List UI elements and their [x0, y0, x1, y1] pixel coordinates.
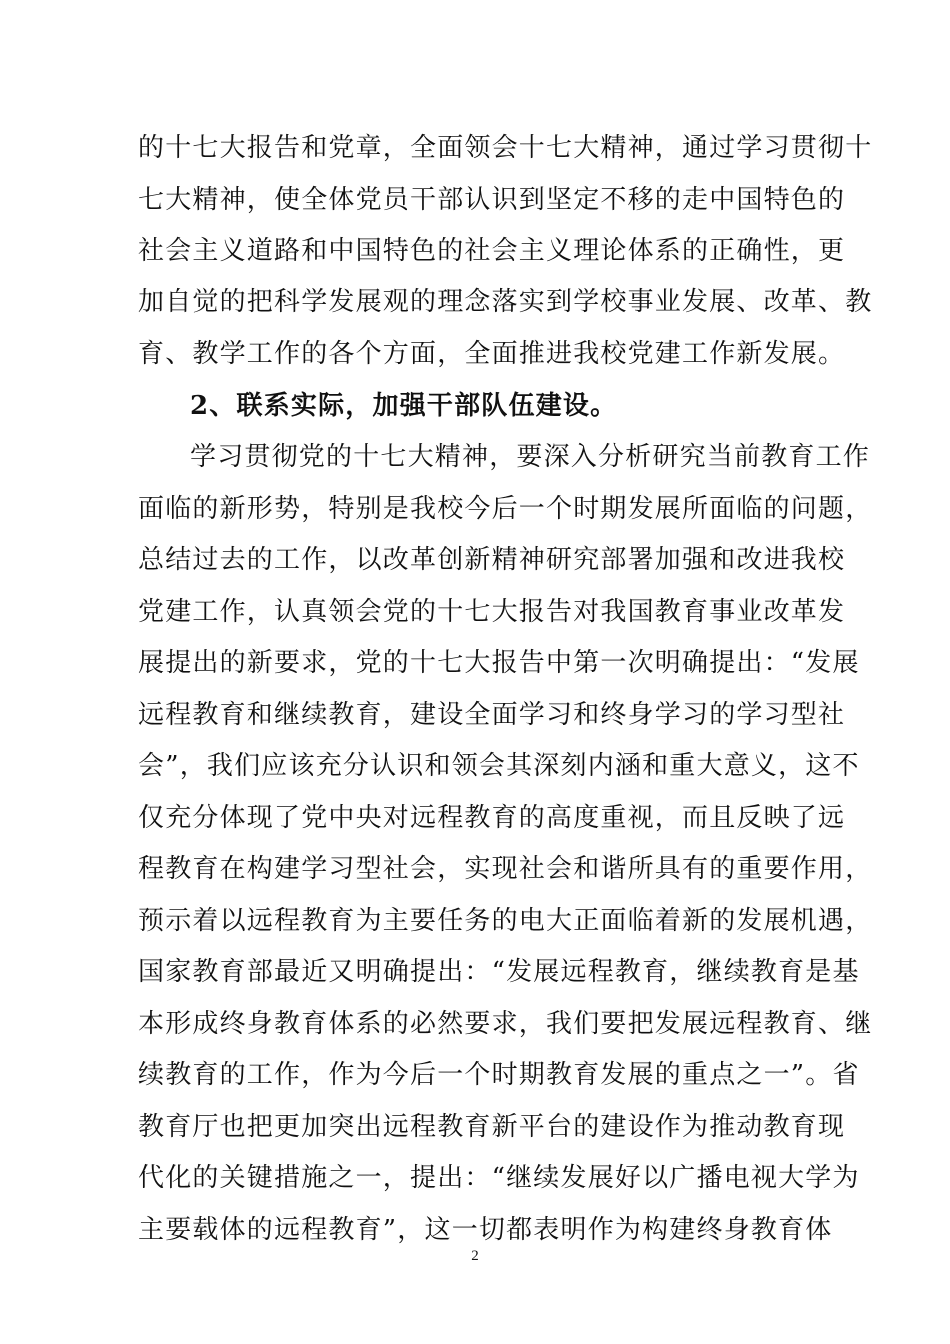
text-line: 育、教学工作的各个方面，全面推进我校党建工作新发展。	[138, 339, 846, 369]
text-line: 续教育的工作，作为今后一个时期教育发展的重点之一”。省	[138, 1060, 860, 1090]
text-line: 的十七大报告和党章，全面领会十七大精神，通过学习贯彻十	[138, 133, 873, 163]
text-line: 国家教育部最近又明确提出：“发展远程教育，继续教育是基	[138, 957, 860, 987]
text-line: 仅充分体现了党中央对远程教育的高度重视，而且反映了远	[138, 803, 846, 833]
text-line: 本形成终身教育体系的必然要求，我们要把发展远程教育、继	[138, 1009, 873, 1039]
page-number: 2	[471, 1248, 479, 1264]
text-line: 远程教育和继续教育，建设全面学习和终身学习的学习型社	[138, 700, 846, 730]
paragraph-first-line: 学习贯彻党的十七大精神，要深入分析研究当前教育工作	[190, 442, 871, 472]
text-line: 预示着以远程教育为主要任务的电大正面临着新的发展机遇，	[138, 906, 873, 936]
text-line: 党建工作，认真领会党的十七大报告对我国教育事业改革发	[138, 597, 846, 627]
text-line: 代化的关键措施之一，提出：“继续发展好以广播电视大学为	[138, 1163, 860, 1193]
text-line: 程教育在构建学习型社会，实现社会和谐所具有的重要作用，	[138, 854, 873, 884]
text-line: 主要载体的远程教育”，这一切都表明作为构建终身教育体	[138, 1215, 833, 1245]
text-line: 社会主义道路和中国特色的社会主义理论体系的正确性，更	[138, 236, 846, 266]
section-heading: 2、联系实际，加强干部队伍建设。	[190, 391, 618, 421]
text-line: 会”，我们应该充分认识和领会其深刻内涵和重大意义，这不	[138, 751, 860, 781]
text-line: 七大精神，使全体党员干部认识到坚定不移的走中国特色的	[138, 185, 846, 215]
text-line: 总结过去的工作，以改革创新精神研究部署加强和改进我校	[138, 545, 846, 575]
text-line: 加自觉的把科学发展观的理念落实到学校事业发展、改革、教	[138, 287, 873, 317]
text-line: 展提出的新要求，党的十七大报告中第一次明确提出：“发展	[138, 648, 860, 678]
text-line: 面临的新形势，特别是我校今后一个时期发展所面临的问题，	[138, 494, 873, 524]
text-line: 教育厅也把更加突出远程教育新平台的建设作为推动教育现	[138, 1112, 846, 1142]
